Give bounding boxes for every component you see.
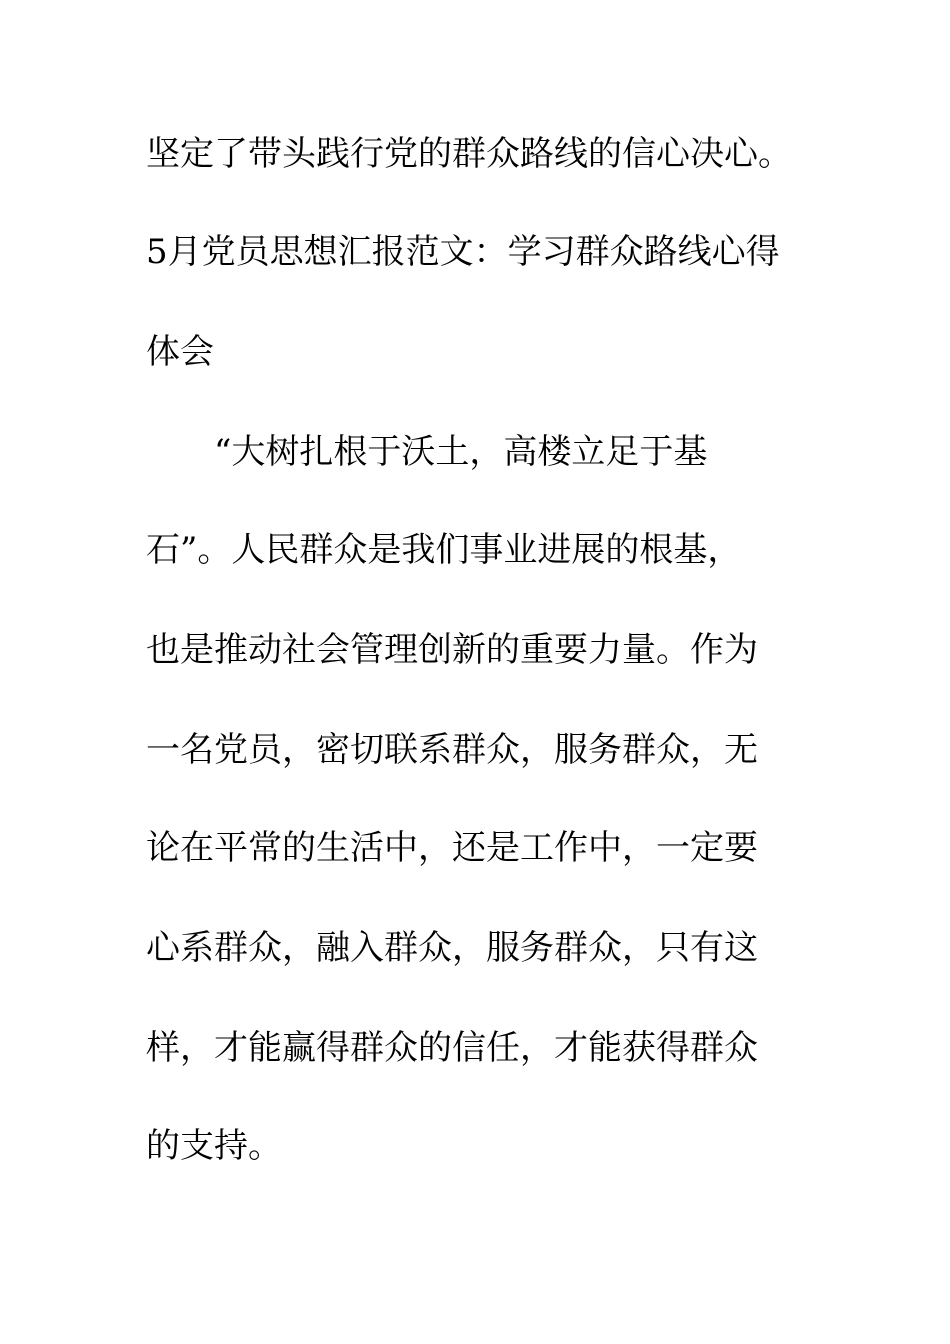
paragraph-line-6: 心系群众，融入群众，服务群众，只有这 bbox=[146, 928, 758, 968]
paragraph-line-8: 的支持。 bbox=[146, 1126, 282, 1166]
paragraph-line-3: 也是推动社会管理创新的重要力量。作为 bbox=[146, 630, 758, 670]
paragraph-line-7: 样，才能赢得群众的信任，才能获得群众 bbox=[146, 1028, 758, 1068]
paragraph-line-2: 石”。人民群众是我们事业进展的根基， bbox=[146, 530, 742, 570]
heading-line-1: 5月党员思想汇报范文：学习群众路线心得 bbox=[146, 232, 780, 272]
text-line-1: 坚定了带头践行党的群众路线的信心决心。 bbox=[146, 134, 792, 174]
paragraph-line-5: 论在平常的生活中，还是工作中，一定要 bbox=[146, 828, 758, 868]
paragraph-line-1: “大树扎根于沃土，高楼立足于基 bbox=[214, 432, 708, 472]
heading-line-2: 体会 bbox=[146, 332, 214, 372]
paragraph-line-4: 一名党员，密切联系群众，服务群众，无 bbox=[146, 730, 758, 770]
